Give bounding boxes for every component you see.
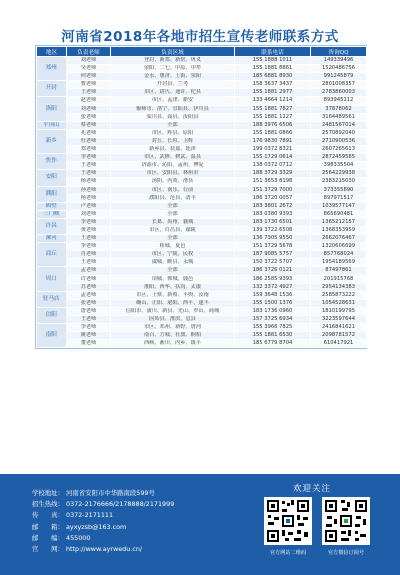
phone-cell: 188 3976 6506: [235, 121, 311, 129]
teacher-cell: 杜老师: [67, 137, 111, 145]
region-cell: 南阳: [37, 324, 67, 348]
phone-cell: 187 9085 5757: [235, 251, 311, 259]
phone-cell: 155 1881 0866: [235, 129, 311, 137]
region-cell: 郑州: [37, 57, 67, 81]
phone-cell: 155 1881 7827: [235, 105, 311, 113]
phone-cell: 157 3725 6934: [235, 316, 311, 324]
address-value: 河南省安阳市中华路南段599号: [66, 489, 155, 497]
qq-cell: 1954189569: [311, 259, 367, 267]
region-cell: 许昌: [37, 218, 67, 234]
teacher-cell: 李老师: [67, 154, 111, 162]
area-cell: 固始县、淮滨、息县: [111, 316, 235, 324]
table-row: [37, 121, 367, 129]
qq-cell: 149339496: [311, 57, 367, 65]
qq-cell: 991245879: [311, 73, 367, 81]
teacher-cell: 张老师: [67, 299, 111, 307]
qq-cell: 610417921: [311, 340, 367, 348]
contact-table: [36, 46, 367, 348]
header-qq: 咨询QQ: [311, 47, 367, 57]
postcode-label: 邮 编：: [32, 533, 64, 542]
email-value[interactable]: ayxyzsb@163.com: [66, 522, 127, 531]
table-row: [37, 316, 367, 324]
teacher-cell: 赵老师: [67, 97, 111, 105]
table-row: [37, 65, 367, 73]
region-cell: 开封: [37, 81, 67, 97]
footer-address: [32, 488, 174, 499]
address-label: 学校地址：: [32, 489, 64, 497]
teacher-cell: 曹老师: [67, 81, 111, 89]
wechat-qr-code[interactable]: [322, 497, 370, 545]
area-cell: 市区、辉县、原阳: [111, 129, 235, 137]
teacher-cell: 王老师: [67, 235, 111, 243]
area-cell: 市区、宁陵、民权: [111, 251, 235, 259]
welcome-heading: 欢迎关注: [292, 484, 331, 494]
region-cell: 漯河: [37, 235, 67, 243]
phone-cell: 176 9830 7891: [235, 137, 311, 145]
teacher-cell: 孙老师: [67, 186, 111, 194]
teacher-cell: 肖老师: [67, 251, 111, 259]
table-row: [37, 186, 367, 194]
phone-cell: 186 3726 0121: [235, 267, 311, 275]
qq-cell: 398335504: [311, 162, 367, 170]
phone-cell: 139 3722 6508: [235, 226, 311, 234]
qq-cell: 2564229938: [311, 170, 367, 178]
teacher-cell: 蔡老师: [67, 121, 111, 129]
phone-cell: 183 1736 0960: [235, 307, 311, 315]
area-cell: 虞城、睢县、永城: [111, 259, 235, 267]
area-cell: 荥阳、二七、中原、中牟: [111, 65, 235, 73]
qq-cell: 2783860003: [311, 89, 367, 97]
teacher-cell: 刘老师: [67, 210, 111, 218]
phone-cell: 150 3722 5707: [235, 259, 311, 267]
area-cell: 市区、尉氏、通许、杞县: [111, 89, 235, 97]
qq-cell: 1520486756: [311, 65, 367, 73]
teacher-cell: 王老师: [67, 162, 111, 170]
table-row: [37, 170, 367, 178]
phone-cell: 155 1500 1376: [235, 299, 311, 307]
header-area: 负责区域: [111, 47, 235, 57]
teacher-cell: 唐老师: [67, 307, 111, 315]
table-row: [37, 324, 367, 332]
website-label: 官 网：: [32, 545, 64, 554]
email-label: 邮 箱：: [32, 522, 64, 531]
website-link[interactable]: http://www.ayrwedu.cn/: [66, 545, 143, 554]
area-cell: 全部: [111, 210, 235, 218]
table-row: [37, 202, 367, 210]
region-cell: 焦作: [37, 154, 67, 170]
teacher-cell: 杨老师: [67, 194, 111, 202]
region-cell: 商丘: [37, 243, 67, 267]
phone-cell: 133 4664 1214: [235, 97, 311, 105]
table-row: [37, 105, 367, 113]
phone-cell: 155 1881 6530: [235, 332, 311, 340]
qq-cell: 2872459585: [311, 154, 367, 162]
qq-cell: 2570892040: [311, 129, 367, 137]
qq-cell: 897971517: [311, 194, 367, 202]
table-row: [37, 73, 367, 81]
qq-cell: 1368353959: [311, 226, 367, 234]
table-row: [37, 194, 367, 202]
footer-email: [32, 522, 174, 533]
phone-cell: 155 3966 7825: [235, 324, 311, 332]
region-cell: 平顶山: [37, 121, 67, 129]
teacher-cell: 郑老师: [67, 146, 111, 154]
phone-cell: 155 1881 8861: [235, 65, 311, 73]
table-body: [37, 57, 367, 348]
teacher-cell: 王老师: [67, 316, 111, 324]
table-row: [37, 226, 367, 234]
qq-cell: 2481567014: [311, 121, 367, 129]
qq-cell: 865690481: [311, 210, 367, 218]
footer-postcode: [32, 533, 174, 544]
region-cell: 周口: [37, 267, 67, 291]
table-row: [37, 259, 367, 267]
area-cell: 全部: [111, 202, 235, 210]
table-row: [37, 210, 367, 218]
area-cell: 南召、方城、社旗、桐柏: [111, 332, 235, 340]
teacher-cell: 吴老师: [67, 65, 111, 73]
phone-cell: 159 3648 1536: [235, 291, 311, 299]
table-row: [37, 89, 367, 97]
region-cell: 安阳: [37, 170, 67, 186]
qq-cell: 1365212157: [311, 218, 367, 226]
area-cell: 西峡、淅川、内乡、镇平: [111, 340, 235, 348]
qq-cell: 2662076467: [311, 235, 367, 243]
teacher-cell: 李老师: [67, 324, 111, 332]
table-row: [37, 299, 367, 307]
phone-cell: 151 3653 8198: [235, 178, 311, 186]
area-cell: 新乡县、获嘉、延津: [111, 146, 235, 154]
hotline-value: 0372-2176666/2178888/2171999: [66, 500, 175, 509]
area-cell: 全部: [111, 121, 235, 129]
teacher-cell: 孔老师: [67, 129, 111, 137]
postcode-value: 455000: [66, 533, 91, 542]
qq-cell: 37878062: [311, 105, 367, 113]
table-row: [37, 251, 367, 259]
website-qr-code[interactable]: [264, 497, 312, 545]
area-cell: 濮阳县、范县、清丰: [111, 194, 235, 202]
area-cell: 市区、孟津、新安: [111, 97, 235, 105]
table-row: [37, 340, 367, 348]
area-cell: 偃师市、洛宁、宜阳县、伊川县: [111, 105, 235, 113]
teacher-cell: 苏老师: [67, 283, 111, 291]
phone-cell: 138 0372 0712: [235, 162, 311, 170]
teacher-cell: 王老师: [67, 259, 111, 267]
region-cell: 信阳: [37, 307, 67, 323]
table-row: [37, 57, 367, 65]
table-row: [37, 129, 367, 137]
area-cell: 长葛、禹州、襄城: [111, 218, 235, 226]
area-cell: 项城、郸城、鹿邑: [111, 275, 235, 283]
teacher-cell: 何老师: [67, 73, 111, 81]
area-cell: 登封、新郑、新密、巩义: [111, 57, 235, 65]
teacher-cell: 许老师: [67, 275, 111, 283]
table-row: [37, 243, 367, 251]
table-header-row: [37, 47, 367, 57]
phone-cell: 186 2585 9393: [235, 275, 311, 283]
phone-cell: 183 1730 6501: [235, 218, 311, 226]
phone-cell: 155 1888 1011: [235, 57, 311, 65]
page-title: 河南省2018年各地市招生宣传老师联系方式: [61, 29, 339, 45]
phone-cell: 155 1881 2977: [235, 89, 311, 97]
qq-cell: 857768024: [311, 251, 367, 259]
area-cell: 市区、许昌县、鄢陵: [111, 226, 235, 234]
qq-cell: 2416841621: [311, 324, 367, 332]
area-cell: 封丘、长垣、卫辉: [111, 137, 235, 145]
fax-value: 0372-2171111: [66, 511, 114, 520]
teacher-cell: 王老师: [67, 89, 111, 97]
qq-cell: 2383215030: [311, 178, 367, 186]
qq-cell: 2801008357: [311, 81, 367, 89]
phone-cell: 183 3801 2672: [235, 202, 311, 210]
area-cell: 开封县、兰考: [111, 81, 235, 89]
region-cell: 洛阳: [37, 97, 67, 121]
qq-cell: 2954134383: [311, 283, 367, 291]
phone-cell: 185 6779 8704: [235, 340, 311, 348]
hotline-label: 招生热线：: [32, 500, 64, 509]
teacher-cell: 王老师: [67, 170, 111, 178]
teacher-cell: 董老师: [67, 340, 111, 348]
qq-cell: 893945112: [311, 97, 367, 105]
table-row: [37, 97, 367, 105]
table-row: [37, 146, 367, 154]
phone-cell: 186 3720 0057: [235, 194, 311, 202]
qq-cell: 1039577147: [311, 202, 367, 210]
teacher-cell: 刘老师: [67, 105, 111, 113]
fax-label: 传 真：: [32, 511, 64, 520]
teacher-cell: 黄老师: [67, 226, 111, 234]
teacher-cell: 刘老师: [67, 57, 111, 65]
teacher-cell: 孟老师: [67, 291, 111, 299]
phone-cell: 188 3729 3329: [235, 170, 311, 178]
teacher-cell: 张老师: [67, 113, 111, 121]
phone-cell: 185 6881 8930: [235, 73, 311, 81]
table-row: [37, 178, 367, 186]
header-region: 地区: [37, 47, 67, 57]
table-row: [37, 291, 367, 299]
table-row: [37, 81, 367, 89]
table-row: [37, 137, 367, 145]
qq-cell: 201915768: [311, 275, 367, 283]
qq-cell: 2710900536: [311, 137, 367, 145]
phone-cell: 151 3729 7000: [235, 186, 311, 194]
teacher-cell: 卢老师: [67, 202, 111, 210]
area-cell: 市区、武陟、修武、温县: [111, 154, 235, 162]
table-row: [37, 332, 367, 340]
contact-table-container: [35, 45, 367, 349]
table-row: [37, 218, 367, 226]
table-row: [37, 267, 367, 275]
qq-cell: 1054528631: [311, 299, 367, 307]
area-cell: 全部: [111, 267, 235, 275]
table-row: [37, 283, 367, 291]
website-qr-caption: 官方网站二维码: [269, 550, 307, 556]
area-cell: 市区、南乐、台前: [111, 186, 235, 194]
qr-code-icon: [322, 497, 370, 545]
area-cell: 市区、上蔡、新蔡、平舆、汝南: [111, 291, 235, 299]
table-row: [37, 307, 367, 315]
footer-fax: [32, 510, 174, 521]
phone-cell: 132 3372 4927: [235, 283, 311, 291]
footer-contact-info: [32, 488, 174, 555]
qq-cell: 2585873222: [311, 291, 367, 299]
area-cell: 金水、惠济、上街、荥阳: [111, 73, 235, 81]
area-cell: 济源市、沁阳、孟州、博爱: [111, 162, 235, 170]
qq-cell: 2098781572: [311, 332, 367, 340]
teacher-cell: 杨老师: [67, 178, 111, 186]
table-row: [37, 275, 367, 283]
region-cell: 新乡: [37, 129, 67, 153]
region-cell: 三门峡: [37, 210, 67, 218]
area-cell: 市区、邓州、新野、唐河: [111, 324, 235, 332]
header-phone: 联系电话: [235, 47, 311, 57]
table-row: [37, 154, 367, 162]
teacher-cell: 姚老师: [67, 332, 111, 340]
region-cell: 濮阳: [37, 186, 67, 202]
phone-cell: 199 0372 8321: [235, 146, 311, 154]
wechat-qr-caption: 官方微信订阅号: [327, 550, 365, 556]
region-cell: 驻马店: [37, 291, 67, 307]
phone-cell: 155 1881 1227: [235, 113, 311, 121]
footer-website: [32, 544, 174, 555]
qq-cell: 2607265613: [311, 146, 367, 154]
teacher-cell: 李老师: [67, 218, 111, 226]
area-cell: 确山、正阳、泌阳、西平、遂平: [111, 299, 235, 307]
phone-cell: 151 3729 5678: [235, 243, 311, 251]
qq-cell: 1320606699: [311, 243, 367, 251]
area-cell: 栾川县、嵩县、汝阳县: [111, 113, 235, 121]
phone-cell: 155 1729 0614: [235, 154, 311, 162]
qq-cell: 3223597644: [311, 316, 367, 324]
region-cell: 鹤壁: [37, 202, 67, 210]
qq-cell: 1810199795: [311, 307, 367, 315]
footer-hotline: [32, 499, 174, 510]
phone-cell: 136 7305 9550: [235, 235, 311, 243]
area-cell: 柘城、夏邑: [111, 243, 235, 251]
area-cell: 淮阳、西华、扶沟、太康: [111, 283, 235, 291]
area-cell: 汤阴、内黄、滑县: [111, 178, 235, 186]
teacher-cell: 孟老师: [67, 267, 111, 275]
table-row: [37, 235, 367, 243]
qq-cell: 87497861: [311, 267, 367, 275]
teacher-cell: 李老师: [67, 243, 111, 251]
phone-cell: 183 0380 9393: [235, 210, 311, 218]
header-teacher: 负责老师: [67, 47, 111, 57]
table-row: [37, 162, 367, 170]
area-cell: 市区、安阳县、林州市: [111, 170, 235, 178]
phone-cell: 158 3637 3437: [235, 81, 311, 89]
qr-code-icon: [264, 497, 312, 545]
area-cell: 全部: [111, 235, 235, 243]
qq-cell: 3164489561: [311, 113, 367, 121]
table-row: [37, 113, 367, 121]
qq-cell: 373355890: [311, 186, 367, 194]
area-cell: 信阳市、潢川、新县、光山、罗山、商城: [111, 307, 235, 315]
